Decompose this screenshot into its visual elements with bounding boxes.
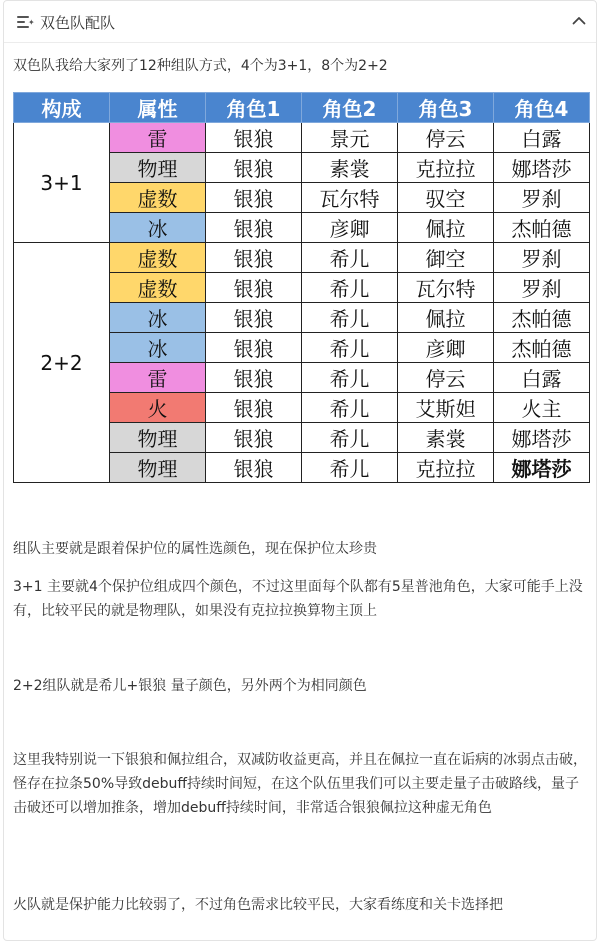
character-cell: 希儿 (302, 363, 398, 393)
character-cell: 希儿 (302, 273, 398, 303)
element-cell: 虚数 (110, 273, 206, 303)
card-header[interactable] (4, 1, 596, 43)
character-cell: 希儿 (302, 423, 398, 453)
character-cell: 艾斯妲 (398, 393, 494, 423)
intro-text: 双色队我给大家列了12种组队方式，4个为3+1，8个为2+2 (13, 58, 388, 74)
character-cell: 娜塔莎 (494, 453, 590, 483)
character-cell: 景元 (302, 123, 398, 153)
character-cell: 银狼 (206, 123, 302, 153)
character-cell: 瓦尔特 (302, 183, 398, 213)
character-cell: 驭空 (398, 183, 494, 213)
character-cell: 银狼 (206, 333, 302, 363)
element-cell: 虚数 (110, 183, 206, 213)
character-cell: 杰帕德 (494, 333, 590, 363)
element-cell: 物理 (110, 423, 206, 453)
card-title: 双色队配队 (40, 14, 116, 32)
character-cell: 希儿 (302, 393, 398, 423)
character-cell: 克拉拉 (398, 453, 494, 483)
paragraph: 3+1 主要就4个保护位组成四个颜色，不过这里面每个队都有5星普池角色，大家可能手上没有，比较平民的就是物理队，如果没有克拉拉换算物主顶上 (13, 579, 583, 619)
table-row (14, 123, 590, 153)
character-cell: 银狼 (206, 303, 302, 333)
header-cell: 角色4 (494, 93, 590, 123)
element-cell: 冰 (110, 333, 206, 363)
table-header-row (14, 93, 590, 123)
group-label-cell: 2+2 (14, 243, 110, 483)
character-cell: 希儿 (302, 333, 398, 363)
character-cell: 彦卿 (398, 333, 494, 363)
paragraph: 这里我特别说一下银狼和佩拉组合，双减防收益更高，并且在佩拉一直在诟病的冰弱点击破，怪存在拉条50%导致debuff持续时间短，在这个队伍里我们可以主要走量子击破路线，量子击破还可以增加推条，增加debuff持续时间，非常适合银狼佩拉这种虚无角色 (13, 752, 587, 816)
element-cell: 物理 (110, 453, 206, 483)
character-cell: 银狼 (206, 273, 302, 303)
chevron-up-icon[interactable] (570, 11, 588, 29)
character-cell: 佩拉 (398, 303, 494, 333)
group-label-cell: 3+1 (14, 123, 110, 243)
paragraph: 组队主要就是跟着保护位的属性选颜色，现在保护位太珍贵 (13, 541, 377, 557)
character-cell: 素裳 (398, 423, 494, 453)
character-cell: 佩拉 (398, 213, 494, 243)
character-cell: 娜塔莎 (494, 423, 590, 453)
element-cell: 冰 (110, 303, 206, 333)
character-cell: 素裳 (302, 153, 398, 183)
character-cell: 银狼 (206, 393, 302, 423)
table-row (14, 243, 590, 273)
character-cell: 银狼 (206, 243, 302, 273)
character-cell: 罗刹 (494, 183, 590, 213)
paragraph: 火队就是保护能力比较弱了，不过角色需求比较平民，大家看练度和关卡选择把 (13, 897, 503, 913)
character-cell: 银狼 (206, 423, 302, 453)
header-cell: 角色2 (302, 93, 398, 123)
element-cell: 冰 (110, 213, 206, 243)
element-cell: 火 (110, 393, 206, 423)
character-cell: 杰帕德 (494, 213, 590, 243)
header-cell: 属性 (110, 93, 206, 123)
character-cell: 罗刹 (494, 243, 590, 273)
character-cell: 银狼 (206, 213, 302, 243)
element-cell: 雷 (110, 123, 206, 153)
character-cell: 希儿 (302, 303, 398, 333)
character-cell: 罗刹 (494, 273, 590, 303)
header-cell: 角色1 (206, 93, 302, 123)
character-cell: 白露 (494, 363, 590, 393)
element-cell: 物理 (110, 153, 206, 183)
paragraph: 2+2组队就是希儿+银狼 量子颜色，另外两个为相同颜色 (13, 678, 367, 694)
element-cell: 雷 (110, 363, 206, 393)
character-cell: 白露 (494, 123, 590, 153)
character-cell: 停云 (398, 363, 494, 393)
character-cell: 彦卿 (302, 213, 398, 243)
character-cell: 火主 (494, 393, 590, 423)
header-cell: 角色3 (398, 93, 494, 123)
character-cell: 瓦尔特 (398, 273, 494, 303)
character-cell: 停云 (398, 123, 494, 153)
team-composition-table (13, 92, 590, 483)
character-cell: 希儿 (302, 243, 398, 273)
character-cell: 银狼 (206, 153, 302, 183)
character-cell: 银狼 (206, 453, 302, 483)
character-cell: 银狼 (206, 183, 302, 213)
element-cell: 虚数 (110, 243, 206, 273)
character-cell: 希儿 (302, 453, 398, 483)
character-cell: 杰帕德 (494, 303, 590, 333)
character-cell: 御空 (398, 243, 494, 273)
character-cell: 娜塔莎 (494, 153, 590, 183)
header-cell: 构成 (14, 93, 110, 123)
character-cell: 银狼 (206, 363, 302, 393)
list-collapse-icon: ✦ (17, 16, 33, 28)
character-cell: 克拉拉 (398, 153, 494, 183)
